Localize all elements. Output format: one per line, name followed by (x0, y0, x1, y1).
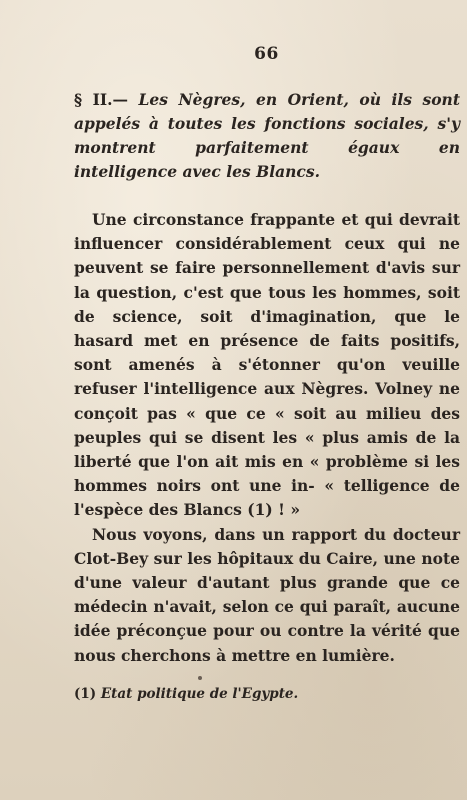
body-text (74, 208, 460, 668)
page-number: 66 (254, 44, 279, 64)
footnote-title: Etat politique de l'Egypte. (100, 686, 299, 702)
footnote-ref: (1) (74, 686, 97, 702)
footnote-separator-dot (198, 676, 202, 680)
section-heading (74, 88, 460, 184)
paragraph-1: Une circonstance frappante et qui devrait influencer considérablement ceux qui ne peuvent se faire personnellement d'avis sur la question, c'est que tous les hommes, soit de science, soit d'imagination, que le hasard met en présence de faits positifs, sont amenés à s'étonner qu'on veuille refuser l'intelligence aux Nègres. Volney ne conçoit pas « que ce « soit au milieu des peuples qui se disent les « plus amis de la liberté que l'on ait mis en « problème si les hommes noirs ont une in- « telligence de l'espèce des Blancs (1) ! » (74, 210, 460, 520)
footnote (74, 684, 460, 704)
section-title: Les Nègres, en Orient, où ils sont appelés à toutes les fonctions sociales, s'y montrent parfaitement égaux en intelligence avec les Blancs. (74, 90, 460, 181)
section-mark: § II.— (74, 90, 129, 109)
paragraph-2: Nous voyons, dans un rapport du docteur Clot-Bey sur les hôpitaux du Caire, une note d'une valeur d'autant plus grande que ce médecin n'avait, selon ce qui paraît, aucune idée préconçue pour ou contre la vérité que nous cherchons à mettre en lumière. (74, 524, 460, 665)
